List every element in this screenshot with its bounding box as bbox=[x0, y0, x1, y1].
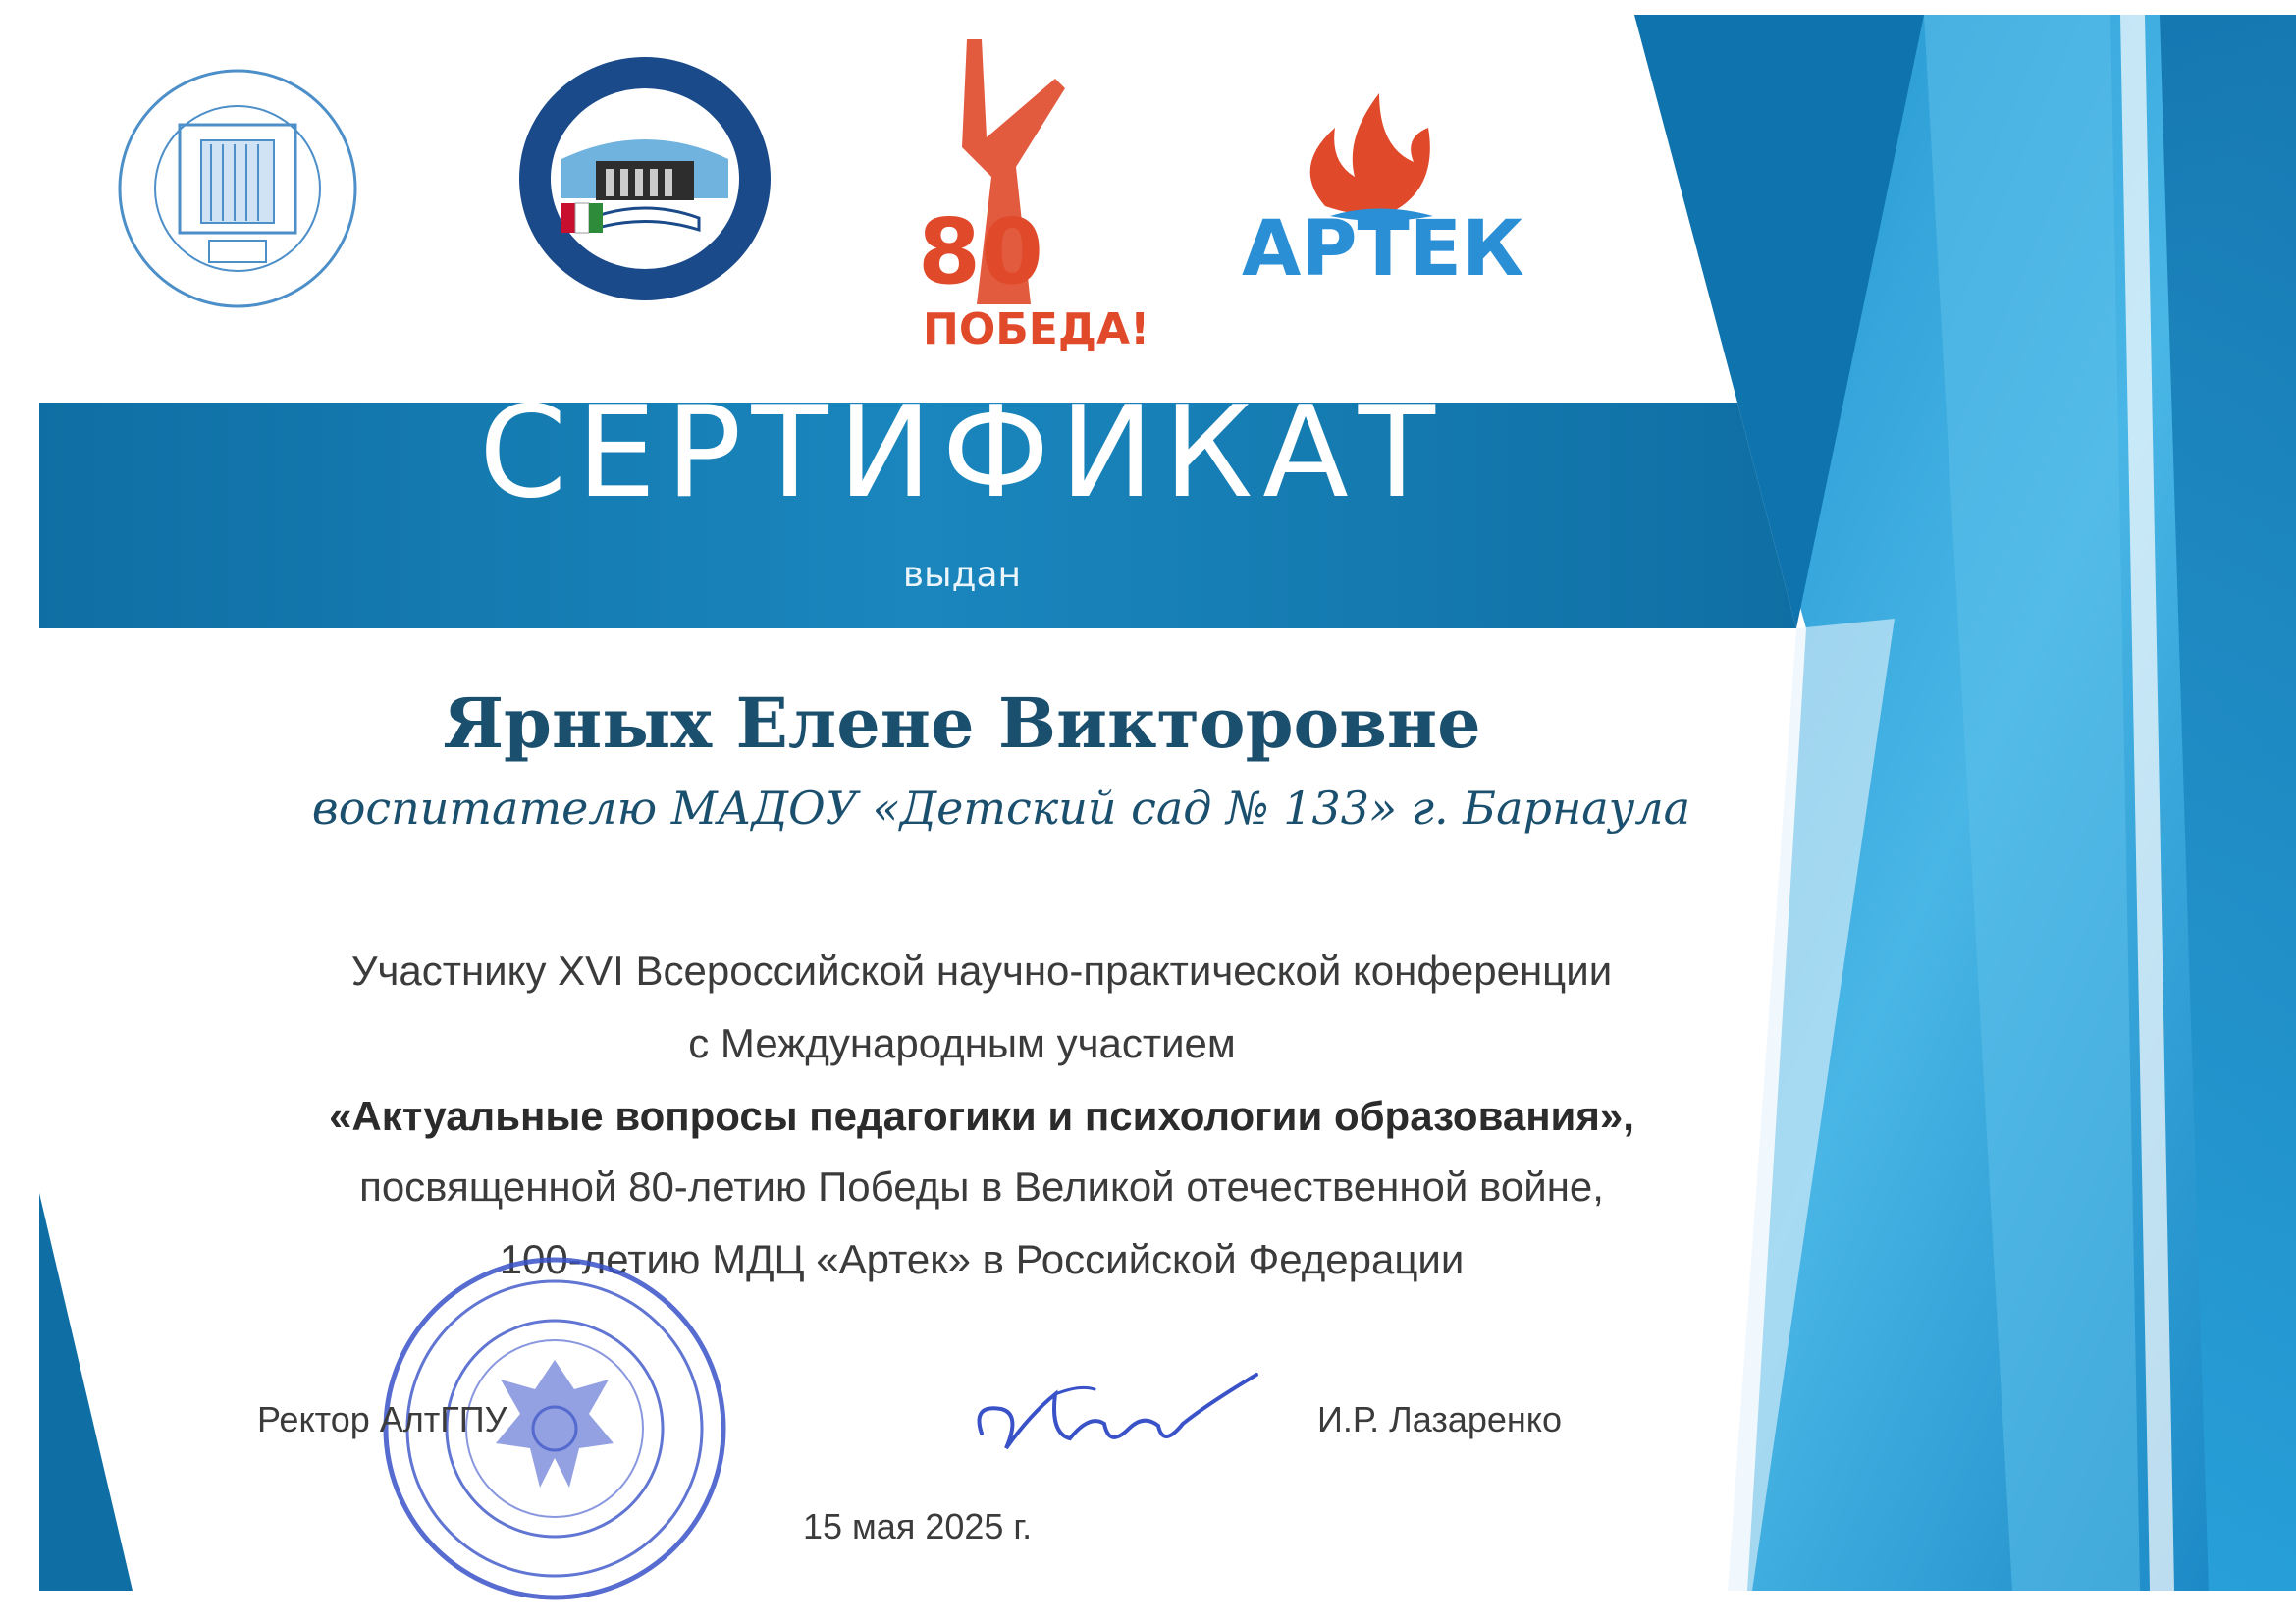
body-line: посвященной 80-летию Победы в Великой отечественной войне, bbox=[359, 1164, 1604, 1210]
signature-scribble bbox=[962, 1355, 1266, 1473]
tajik-academy-seal-icon bbox=[512, 51, 777, 306]
victory-80-emblem-icon bbox=[908, 20, 1150, 354]
university-seal-icon bbox=[113, 64, 363, 314]
issued-label: выдан bbox=[902, 555, 1022, 595]
certificate-title: СЕРТИФИКАТ bbox=[479, 380, 1445, 526]
victory-number: 80 bbox=[918, 199, 1044, 304]
issue-date: 15 мая 2025 г. bbox=[803, 1506, 1033, 1546]
signer-name: И.Р. Лазаренко bbox=[1317, 1399, 1562, 1439]
body-line: 100-летию МДЦ «Артек» в Российской Федерации bbox=[499, 1236, 1465, 1282]
body-line: Участнику XVI Всероссийской научно-практической конференции bbox=[350, 947, 1613, 994]
artek-text: АРТЕК bbox=[1242, 205, 1524, 294]
artek-logo-icon bbox=[1232, 69, 1526, 294]
recipient-name: Ярных Елене Викторовне bbox=[443, 682, 1481, 764]
body-line: с Международным участием bbox=[688, 1020, 1236, 1066]
victory-text: ПОБЕДА! bbox=[923, 304, 1150, 354]
recipient-position: воспитателю МАДОУ «Детский сад № 133» г. Барнаула bbox=[311, 782, 1691, 835]
signer-title: Ректор АлтГПУ bbox=[257, 1399, 507, 1439]
conference-title: «Актуальные вопросы педагогики и психологии образования», bbox=[329, 1093, 1634, 1139]
